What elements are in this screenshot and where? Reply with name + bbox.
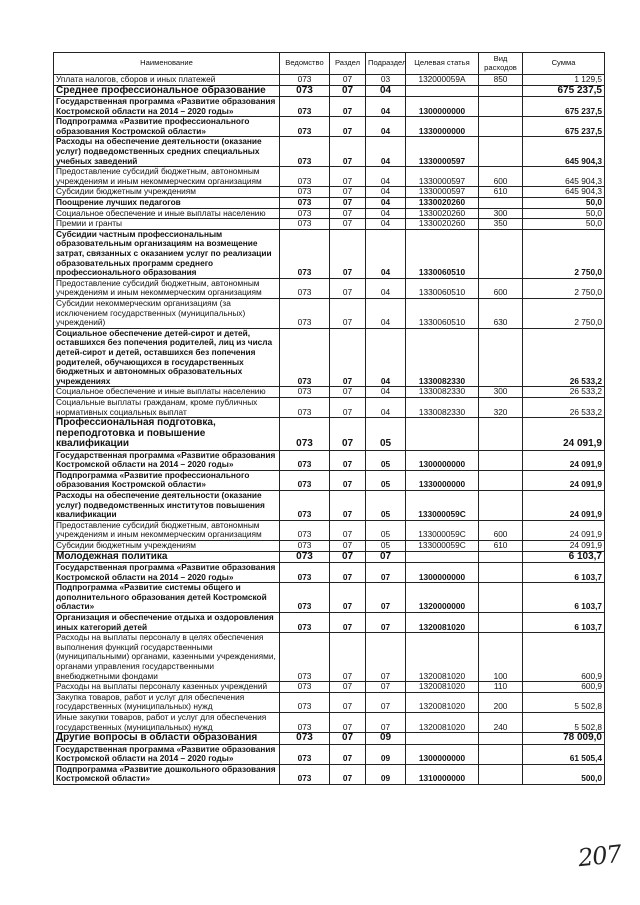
celevaya-statya-cell: 1320081020 bbox=[406, 633, 479, 682]
summa-cell: 24 091,9 bbox=[523, 540, 605, 551]
table-row bbox=[54, 387, 605, 398]
vid-rashodov-cell: 600 bbox=[479, 520, 523, 540]
vid-rashodov-cell: 630 bbox=[479, 298, 523, 328]
razdel-cell: 07 bbox=[330, 583, 366, 613]
name-cell: Социальные выплаты гражданам, кроме публичных нормативных социальных выплат bbox=[54, 397, 280, 417]
podrazdel-cell: 04 bbox=[366, 187, 406, 198]
celevaya-statya-cell: 1320081020 bbox=[406, 692, 479, 712]
razdel-cell: 07 bbox=[330, 520, 366, 540]
summa-cell: 5 502,8 bbox=[523, 692, 605, 712]
razdel-cell: 07 bbox=[330, 764, 366, 784]
celevaya-statya-cell: 1330000597 bbox=[406, 167, 479, 187]
vid-rashodov-cell: 300 bbox=[479, 387, 523, 398]
razdel-cell: 07 bbox=[330, 75, 366, 86]
table-row bbox=[54, 450, 605, 470]
summa-cell: 26 533,2 bbox=[523, 328, 605, 387]
razdel-cell: 07 bbox=[330, 470, 366, 490]
summa-cell: 2 750,0 bbox=[523, 229, 605, 278]
podrazdel-cell: 05 bbox=[366, 450, 406, 470]
vid-rashodov-cell bbox=[479, 744, 523, 764]
vedomstvo-cell: 073 bbox=[280, 137, 330, 167]
podrazdel-cell: 04 bbox=[366, 97, 406, 117]
podrazdel-cell: 05 bbox=[366, 520, 406, 540]
name-cell: Подпрограмма «Развитие профессионального образования Костромской области» bbox=[54, 470, 280, 490]
vedomstvo-cell: 073 bbox=[280, 540, 330, 551]
table-row bbox=[54, 75, 605, 86]
name-cell: Социальное обеспечение и иные выплаты населению bbox=[54, 208, 280, 219]
summa-cell: 645 904,3 bbox=[523, 187, 605, 198]
name-cell: Премии и гранты bbox=[54, 219, 280, 230]
table-row bbox=[54, 219, 605, 230]
summa-cell: 2 750,0 bbox=[523, 298, 605, 328]
name-cell: Субсидии частным профессиональным образовательным организациям на возмещение затрат, связанных с оказанием услуг по реализации образовательных программ среднего профессионального образования bbox=[54, 229, 280, 278]
razdel-cell: 07 bbox=[330, 490, 366, 520]
name-cell: Уплата налогов, сборов и иных платежей bbox=[54, 75, 280, 86]
summa-cell: 675 237,5 bbox=[523, 97, 605, 117]
razdel-cell: 07 bbox=[330, 397, 366, 417]
vedomstvo-cell: 073 bbox=[280, 187, 330, 198]
table-row bbox=[54, 187, 605, 198]
vid-rashodov-cell: 600 bbox=[479, 278, 523, 298]
name-cell: Среднее профессиональное образование bbox=[54, 85, 280, 97]
table-row bbox=[54, 744, 605, 764]
vedomstvo-cell: 073 bbox=[280, 208, 330, 219]
podrazdel-cell: 04 bbox=[366, 208, 406, 219]
celevaya-statya-cell bbox=[406, 85, 479, 97]
podrazdel-cell: 04 bbox=[366, 229, 406, 278]
razdel-cell: 07 bbox=[330, 387, 366, 398]
vedomstvo-cell: 073 bbox=[280, 520, 330, 540]
podrazdel-cell: 04 bbox=[366, 387, 406, 398]
vid-rashodov-cell: 600 bbox=[479, 167, 523, 187]
vedomstvo-cell: 073 bbox=[280, 551, 330, 563]
vedomstvo-cell: 073 bbox=[280, 470, 330, 490]
vedomstvo-cell: 073 bbox=[280, 387, 330, 398]
podrazdel-cell: 07 bbox=[366, 583, 406, 613]
table-row bbox=[54, 298, 605, 328]
section-row bbox=[54, 551, 605, 563]
razdel-cell: 07 bbox=[330, 198, 366, 209]
vid-rashodov-cell bbox=[479, 97, 523, 117]
name-cell: Государственная программа «Развитие образования Костромской области на 2014 – 2020 годы» bbox=[54, 563, 280, 583]
vid-rashodov-cell: 100 bbox=[479, 633, 523, 682]
podrazdel-cell: 09 bbox=[366, 733, 406, 745]
vid-rashodov-cell: 200 bbox=[479, 692, 523, 712]
summa-cell: 645 904,3 bbox=[523, 137, 605, 167]
header-razdel: Раздел bbox=[330, 53, 366, 75]
razdel-cell: 07 bbox=[330, 229, 366, 278]
table-row bbox=[54, 520, 605, 540]
vedomstvo-cell: 073 bbox=[280, 97, 330, 117]
header-name: Наименование bbox=[54, 53, 280, 75]
header-summa: Сумма bbox=[523, 53, 605, 75]
razdel-cell: 07 bbox=[330, 418, 366, 451]
table-row bbox=[54, 97, 605, 117]
razdel-cell: 07 bbox=[330, 613, 366, 633]
vid-rashodov-cell: 610 bbox=[479, 540, 523, 551]
podrazdel-cell: 04 bbox=[366, 137, 406, 167]
vedomstvo-cell: 073 bbox=[280, 450, 330, 470]
podrazdel-cell: 05 bbox=[366, 540, 406, 551]
header-vid-rashodov: Вид расходов bbox=[479, 53, 523, 75]
vid-rashodov-cell bbox=[479, 563, 523, 583]
celevaya-statya-cell: 1330000000 bbox=[406, 117, 479, 137]
podrazdel-cell: 05 bbox=[366, 490, 406, 520]
vid-rashodov-cell bbox=[479, 551, 523, 563]
razdel-cell: 07 bbox=[330, 563, 366, 583]
table-row bbox=[54, 328, 605, 387]
summa-cell: 50,0 bbox=[523, 208, 605, 219]
podrazdel-cell: 05 bbox=[366, 470, 406, 490]
vid-rashodov-cell bbox=[479, 198, 523, 209]
header-vedomstvo: Ведомство bbox=[280, 53, 330, 75]
razdel-cell: 07 bbox=[330, 137, 366, 167]
table-row bbox=[54, 470, 605, 490]
vid-rashodov-cell bbox=[479, 613, 523, 633]
name-cell: Субсидии бюджетным учреждениям bbox=[54, 187, 280, 198]
vid-rashodov-cell bbox=[479, 229, 523, 278]
podrazdel-cell: 07 bbox=[366, 613, 406, 633]
vedomstvo-cell: 073 bbox=[280, 117, 330, 137]
table-row bbox=[54, 490, 605, 520]
name-cell: Профессиональная подготовка, переподготовка и повышение квалификации bbox=[54, 418, 280, 451]
podrazdel-cell: 03 bbox=[366, 75, 406, 86]
summa-cell: 24 091,9 bbox=[523, 450, 605, 470]
razdel-cell: 07 bbox=[330, 117, 366, 137]
header-celevaya-statya: Целевая статья bbox=[406, 53, 479, 75]
summa-cell: 5 502,8 bbox=[523, 712, 605, 732]
summa-cell: 26 533,2 bbox=[523, 387, 605, 398]
celevaya-statya-cell: 1330020260 bbox=[406, 198, 479, 209]
razdel-cell: 07 bbox=[330, 208, 366, 219]
vedomstvo-cell: 073 bbox=[280, 613, 330, 633]
razdel-cell: 07 bbox=[330, 167, 366, 187]
podrazdel-cell: 07 bbox=[366, 682, 406, 693]
celevaya-statya-cell: 1330082330 bbox=[406, 387, 479, 398]
vid-rashodov-cell bbox=[479, 733, 523, 745]
celevaya-statya-cell: 1320081020 bbox=[406, 682, 479, 693]
vedomstvo-cell: 073 bbox=[280, 744, 330, 764]
summa-cell: 675 237,5 bbox=[523, 117, 605, 137]
vid-rashodov-cell bbox=[479, 764, 523, 784]
name-cell: Государственная программа «Развитие образования Костромской области на 2014 – 2020 годы» bbox=[54, 450, 280, 470]
podrazdel-cell: 04 bbox=[366, 397, 406, 417]
page-number: 207 bbox=[576, 839, 623, 873]
name-cell: Социальное обеспечение детей-сирот и детей, оставшихся без попечения родителей, лиц из числа детей-сирот и детей, оставшихся без попечения родителей, обучающихся в государственных бюджетных и автономных образовательных учреждениях bbox=[54, 328, 280, 387]
section-row bbox=[54, 418, 605, 451]
summa-cell: 50,0 bbox=[523, 198, 605, 209]
name-cell: Подпрограмма «Развитие дошкольного образования Костромской области» bbox=[54, 764, 280, 784]
summa-cell: 24 091,9 bbox=[523, 520, 605, 540]
name-cell: Подпрограмма «Развитие системы общего и дополнительного образования детей Костромской области» bbox=[54, 583, 280, 613]
vid-rashodov-cell bbox=[479, 85, 523, 97]
razdel-cell: 07 bbox=[330, 692, 366, 712]
vedomstvo-cell: 073 bbox=[280, 712, 330, 732]
razdel-cell: 07 bbox=[330, 328, 366, 387]
summa-cell: 645 904,3 bbox=[523, 167, 605, 187]
summa-cell: 24 091,9 bbox=[523, 470, 605, 490]
vid-rashodov-cell: 320 bbox=[479, 397, 523, 417]
table-row bbox=[54, 764, 605, 784]
vid-rashodov-cell: 240 bbox=[479, 712, 523, 732]
razdel-cell: 07 bbox=[330, 85, 366, 97]
razdel-cell: 07 bbox=[330, 633, 366, 682]
vedomstvo-cell: 073 bbox=[280, 167, 330, 187]
vedomstvo-cell: 073 bbox=[280, 764, 330, 784]
table-row bbox=[54, 613, 605, 633]
name-cell: Субсидии бюджетным учреждениям bbox=[54, 540, 280, 551]
table-row bbox=[54, 692, 605, 712]
razdel-cell: 07 bbox=[330, 551, 366, 563]
podrazdel-cell: 04 bbox=[366, 278, 406, 298]
podrazdel-cell: 05 bbox=[366, 418, 406, 451]
vid-rashodov-cell bbox=[479, 583, 523, 613]
table-row bbox=[54, 563, 605, 583]
podrazdel-cell: 04 bbox=[366, 198, 406, 209]
celevaya-statya-cell: 132000059А bbox=[406, 75, 479, 86]
name-cell: Предоставление субсидий бюджетным, автономным учреждениям и иным некоммерческим организациям bbox=[54, 278, 280, 298]
vedomstvo-cell: 073 bbox=[280, 418, 330, 451]
celevaya-statya-cell bbox=[406, 551, 479, 563]
name-cell: Субсидии некоммерческим организациям (за исключением государственных (муниципальных) учреждений) bbox=[54, 298, 280, 328]
celevaya-statya-cell: 1330000597 bbox=[406, 187, 479, 198]
vid-rashodov-cell bbox=[479, 328, 523, 387]
vid-rashodov-cell bbox=[479, 490, 523, 520]
table-row bbox=[54, 633, 605, 682]
vedomstvo-cell: 073 bbox=[280, 563, 330, 583]
podrazdel-cell: 04 bbox=[366, 117, 406, 137]
celevaya-statya-cell: 133000059С bbox=[406, 520, 479, 540]
name-cell: Предоставление субсидий бюджетным, автономным учреждениям и иным некоммерческим организациям bbox=[54, 167, 280, 187]
name-cell: Расходы на обеспечение деятельности (оказание услуг) подведомственных институтов повышения квалификации bbox=[54, 490, 280, 520]
vedomstvo-cell: 073 bbox=[280, 85, 330, 97]
vid-rashodov-cell: 110 bbox=[479, 682, 523, 693]
vid-rashodov-cell bbox=[479, 470, 523, 490]
name-cell: Расходы на выплаты персоналу в целях обеспечения выполнения функций государственными (муниципальными) органами, казенными учреждениями, органами управления государственными внебюджетными фондами bbox=[54, 633, 280, 682]
celevaya-statya-cell: 1300000000 bbox=[406, 744, 479, 764]
vid-rashodov-cell: 300 bbox=[479, 208, 523, 219]
razdel-cell: 07 bbox=[330, 682, 366, 693]
podrazdel-cell: 04 bbox=[366, 328, 406, 387]
podrazdel-cell: 09 bbox=[366, 764, 406, 784]
celevaya-statya-cell: 133000059С bbox=[406, 540, 479, 551]
celevaya-statya-cell: 1330060510 bbox=[406, 229, 479, 278]
table-row bbox=[54, 137, 605, 167]
razdel-cell: 07 bbox=[330, 744, 366, 764]
name-cell: Иные закупки товаров, работ и услуг для обеспечения государственных (муниципальных) нужд bbox=[54, 712, 280, 732]
celevaya-statya-cell bbox=[406, 733, 479, 745]
podrazdel-cell: 04 bbox=[366, 298, 406, 328]
summa-cell: 50,0 bbox=[523, 219, 605, 230]
vid-rashodov-cell: 850 bbox=[479, 75, 523, 86]
razdel-cell: 07 bbox=[330, 712, 366, 732]
celevaya-statya-cell: 1330060510 bbox=[406, 298, 479, 328]
podrazdel-cell: 04 bbox=[366, 85, 406, 97]
summa-cell: 6 103,7 bbox=[523, 583, 605, 613]
name-cell: Расходы на обеспечение деятельности (оказание услуг) подведомственных средних специальных учебных заведений bbox=[54, 137, 280, 167]
vid-rashodov-cell: 350 bbox=[479, 219, 523, 230]
razdel-cell: 07 bbox=[330, 97, 366, 117]
summa-cell: 600,9 bbox=[523, 682, 605, 693]
name-cell: Расходы на выплаты персоналу казенных учреждений bbox=[54, 682, 280, 693]
razdel-cell: 07 bbox=[330, 187, 366, 198]
razdel-cell: 07 bbox=[330, 540, 366, 551]
razdel-cell: 07 bbox=[330, 278, 366, 298]
celevaya-statya-cell: 1330000597 bbox=[406, 137, 479, 167]
podrazdel-cell: 07 bbox=[366, 551, 406, 563]
podrazdel-cell: 04 bbox=[366, 219, 406, 230]
table-row bbox=[54, 583, 605, 613]
podrazdel-cell: 09 bbox=[366, 744, 406, 764]
celevaya-statya-cell: 133000059С bbox=[406, 490, 479, 520]
celevaya-statya-cell bbox=[406, 418, 479, 451]
vedomstvo-cell: 073 bbox=[280, 328, 330, 387]
summa-cell: 675 237,5 bbox=[523, 85, 605, 97]
razdel-cell: 07 bbox=[330, 733, 366, 745]
celevaya-statya-cell: 1330000000 bbox=[406, 470, 479, 490]
summa-cell: 2 750,0 bbox=[523, 278, 605, 298]
name-cell: Молодежная политика bbox=[54, 551, 280, 563]
summa-cell: 26 533,2 bbox=[523, 397, 605, 417]
header-podrazdel: Подраздел bbox=[366, 53, 406, 75]
name-cell: Подпрограмма «Развитие профессионального образования Костромской области» bbox=[54, 117, 280, 137]
table-row bbox=[54, 117, 605, 137]
table-row bbox=[54, 208, 605, 219]
name-cell: Государственная программа «Развитие образования Костромской области на 2014 – 2020 годы» bbox=[54, 97, 280, 117]
table-row bbox=[54, 198, 605, 209]
celevaya-statya-cell: 1330020260 bbox=[406, 208, 479, 219]
vedomstvo-cell: 073 bbox=[280, 219, 330, 230]
celevaya-statya-cell: 1330082330 bbox=[406, 397, 479, 417]
section-row bbox=[54, 733, 605, 745]
celevaya-statya-cell: 1330082330 bbox=[406, 328, 479, 387]
summa-cell: 24 091,9 bbox=[523, 418, 605, 451]
table-row bbox=[54, 229, 605, 278]
summa-cell: 6 103,7 bbox=[523, 613, 605, 633]
celevaya-statya-cell: 1320081020 bbox=[406, 712, 479, 732]
table-row bbox=[54, 540, 605, 551]
podrazdel-cell: 04 bbox=[366, 167, 406, 187]
table-body bbox=[54, 75, 605, 785]
podrazdel-cell: 07 bbox=[366, 712, 406, 732]
celevaya-statya-cell: 1300000000 bbox=[406, 563, 479, 583]
vedomstvo-cell: 073 bbox=[280, 490, 330, 520]
podrazdel-cell: 07 bbox=[366, 563, 406, 583]
vedomstvo-cell: 073 bbox=[280, 229, 330, 278]
vedomstvo-cell: 073 bbox=[280, 633, 330, 682]
name-cell: Социальное обеспечение и иные выплаты населению bbox=[54, 387, 280, 398]
name-cell: Закупка товаров, работ и услуг для обеспечения государственных (муниципальных) нужд bbox=[54, 692, 280, 712]
summa-cell: 24 091,9 bbox=[523, 490, 605, 520]
vedomstvo-cell: 073 bbox=[280, 278, 330, 298]
name-cell: Поощрение лучших педагогов bbox=[54, 198, 280, 209]
budget-table bbox=[53, 52, 605, 785]
summa-cell: 500,0 bbox=[523, 764, 605, 784]
name-cell: Другие вопросы в области образования bbox=[54, 733, 280, 745]
section-row bbox=[54, 85, 605, 97]
podrazdel-cell: 07 bbox=[366, 633, 406, 682]
vedomstvo-cell: 073 bbox=[280, 733, 330, 745]
celevaya-statya-cell: 1320081020 bbox=[406, 613, 479, 633]
table-header-row bbox=[54, 53, 605, 75]
celevaya-statya-cell: 1310000000 bbox=[406, 764, 479, 784]
celevaya-statya-cell: 1330060510 bbox=[406, 278, 479, 298]
summa-cell: 6 103,7 bbox=[523, 551, 605, 563]
table-row bbox=[54, 278, 605, 298]
name-cell: Предоставление субсидий бюджетным, автономным учреждениям и иным некоммерческим организациям bbox=[54, 520, 280, 540]
name-cell: Государственная программа «Развитие образования Костромской области на 2014 – 2020 годы» bbox=[54, 744, 280, 764]
razdel-cell: 07 bbox=[330, 298, 366, 328]
vedomstvo-cell: 073 bbox=[280, 75, 330, 86]
name-cell: Организация и обеспечение отдыха и оздоровления иных категорий детей bbox=[54, 613, 280, 633]
razdel-cell: 07 bbox=[330, 219, 366, 230]
vedomstvo-cell: 073 bbox=[280, 583, 330, 613]
vedomstvo-cell: 073 bbox=[280, 397, 330, 417]
vedomstvo-cell: 073 bbox=[280, 198, 330, 209]
celevaya-statya-cell: 1300000000 bbox=[406, 97, 479, 117]
celevaya-statya-cell: 1330020260 bbox=[406, 219, 479, 230]
table-row bbox=[54, 682, 605, 693]
razdel-cell: 07 bbox=[330, 450, 366, 470]
summa-cell: 6 103,7 bbox=[523, 563, 605, 583]
vedomstvo-cell: 073 bbox=[280, 692, 330, 712]
summa-cell: 600,9 bbox=[523, 633, 605, 682]
table-row bbox=[54, 397, 605, 417]
vid-rashodov-cell bbox=[479, 137, 523, 167]
vid-rashodov-cell bbox=[479, 450, 523, 470]
vid-rashodov-cell bbox=[479, 418, 523, 451]
vedomstvo-cell: 073 bbox=[280, 298, 330, 328]
celevaya-statya-cell: 1300000000 bbox=[406, 450, 479, 470]
vid-rashodov-cell bbox=[479, 117, 523, 137]
vid-rashodov-cell: 610 bbox=[479, 187, 523, 198]
table-row bbox=[54, 712, 605, 732]
summa-cell: 78 009,0 bbox=[523, 733, 605, 745]
summa-cell: 61 505,4 bbox=[523, 744, 605, 764]
table-row bbox=[54, 167, 605, 187]
podrazdel-cell: 07 bbox=[366, 692, 406, 712]
celevaya-statya-cell: 1320000000 bbox=[406, 583, 479, 613]
summa-cell: 1 129,5 bbox=[523, 75, 605, 86]
vedomstvo-cell: 073 bbox=[280, 682, 330, 693]
